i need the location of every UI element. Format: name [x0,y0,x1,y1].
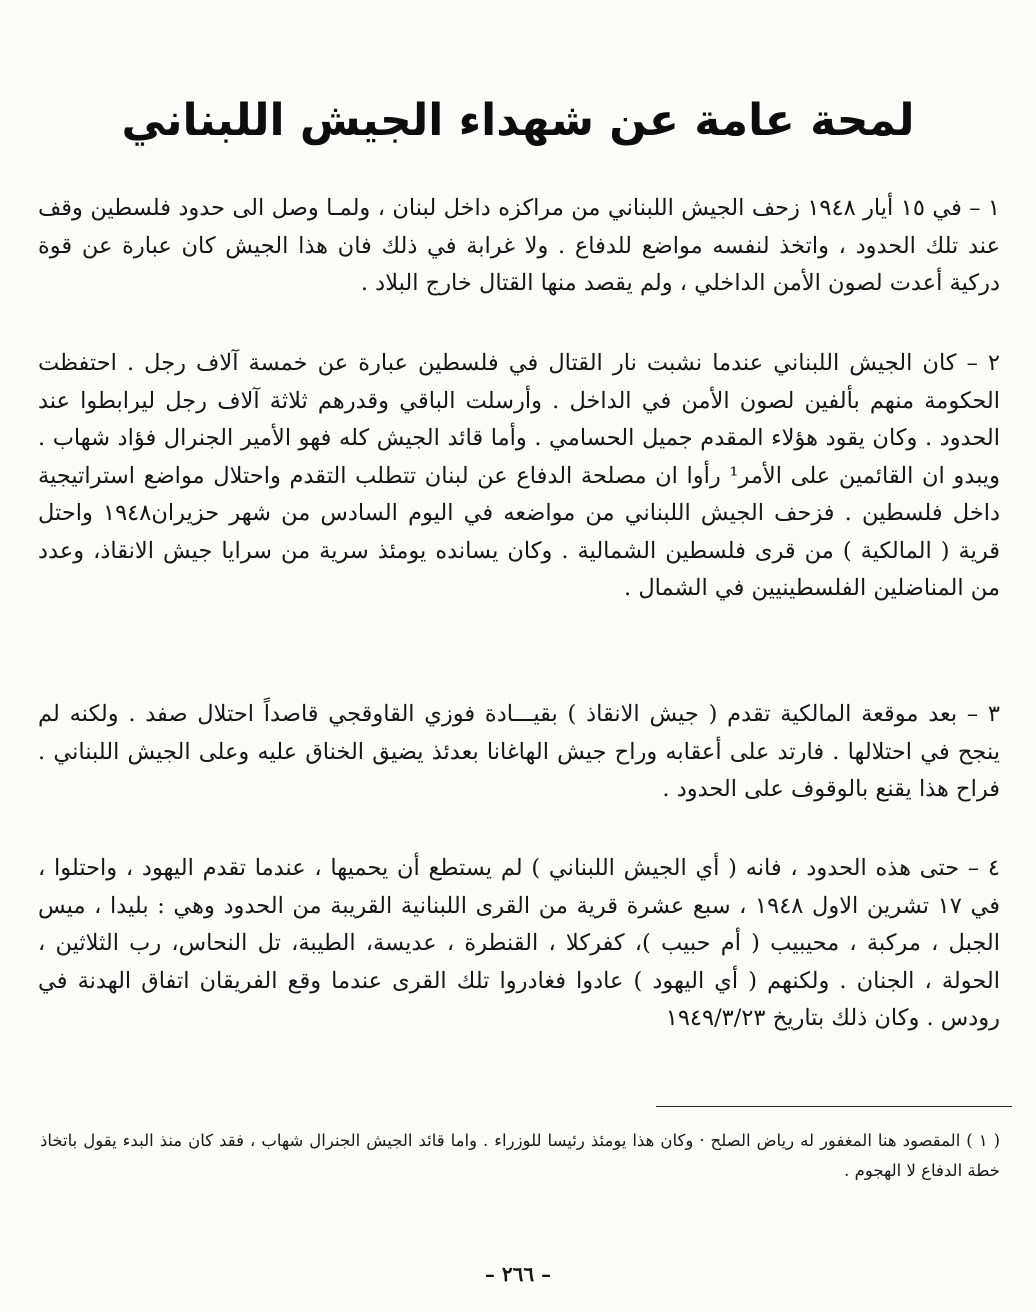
paragraph-4: ٤ – حتى هذه الحدود ، فانه ( أي الجيش اللبناني ) لم يستطع أن يحميها ، عندما تقدم اليهود ، واحتلوا ، في ١٧ تشرين الاول ١٩٤٨ ، سبع عشرة قرية من القرى اللبنانية القريبة من الحدود وهي : بليدا ، ميس الجبل ، مركبة ، محيبيب ( أم حبيب )، كفركلا ، القنطرة ، عديسة، الطيبة، تل النحاس، رب الثلاثين ، الحولة ، الجنان . ولكنهم ( أي اليهود ) عادوا فغادروا تلك القرى عندما وقع الفريقان اتفاق الهدنة في رودس . وكان ذلك بتاريخ ١٩٤٩/٣/٢٣ [38,855,1000,1031]
page-number: – ٢٦٦ – [484,1262,552,1286]
page-title: لمحة عامة عن شهداء الجيش اللبناني [121,95,915,147]
paragraph-3: ٣ – بعد موقعة المالكية تقدم ( جيش الانقاذ ) بقيـــادة فوزي القاوقجي قاصداً احتلال صفد . ولكنه لم ينجح في احتلالها . فارتد على أعقابه وراح جيش الهاغانا بعدئذ يضيق الخناق عليه وعلى الجيش اللبناني . فراح هذا يقنع بالوقوف على الحدود . [38,701,1000,802]
footnote-divider [656,1106,1012,1107]
paragraph-2: ٢ – كان الجيش اللبناني عندما نشبت نار القتال في فلسطين عبارة عن خمسة آلاف رجل . احتفظت الحكومة منهم بألفين لصون الأمن في الداخل . وأرسلت الباقي وقدرهم ثلاثة آلاف رجل ليرابطوا عند الحدود . وكان يقود هؤلاء المقدم جميل الحسامي . وأما قائد الجيش كله فهو الأمير الجنرال فؤاد شهاب . ويبدو ان القائمين على الأمر¹ رأوا ان مصلحة الدفاع عن لبنان تتطلب التقدم واحتلال مواضع استراتيجية داخل فلسطين . فزحف الجيش اللبناني من مواضعه في اليوم السادس من شهر حزيران١٩٤٨ واحتل قرية ( المالكية ) من قرى فلسطين الشمالية . وكان يسانده يومئذ سرية من سرايا جيش الانقاذ، وعدد من المناضلين الفلسطينيين في الشمال . [38,350,1000,601]
paragraph-1: ١ – في ١٥ أيار ١٩٤٨ زحف الجيش اللبناني من مراكزه داخل لبنان ، ولمـا وصل الى حدود فلسطين وقف عند تلك الحدود ، واتخذ لنفسه مواضع للدفاع . ولا غرابة في ذلك فان هذا الجيش كان عبارة عن قوة دركية أعدت لصون الأمن الداخلي ، ولم يقصد منها القتال خارج البلاد . [38,195,1001,296]
footnote: ( ١ ) المقصود هنا المغفور له رياض الصلح · وكان هذا يومئذ رئيسا للوزراء . واما قائد الجيش الجنرال شهاب ، فقد كان منذ البدء يقول باتخاذ خطة الدفاع لا الهجوم . [40,1131,1001,1180]
